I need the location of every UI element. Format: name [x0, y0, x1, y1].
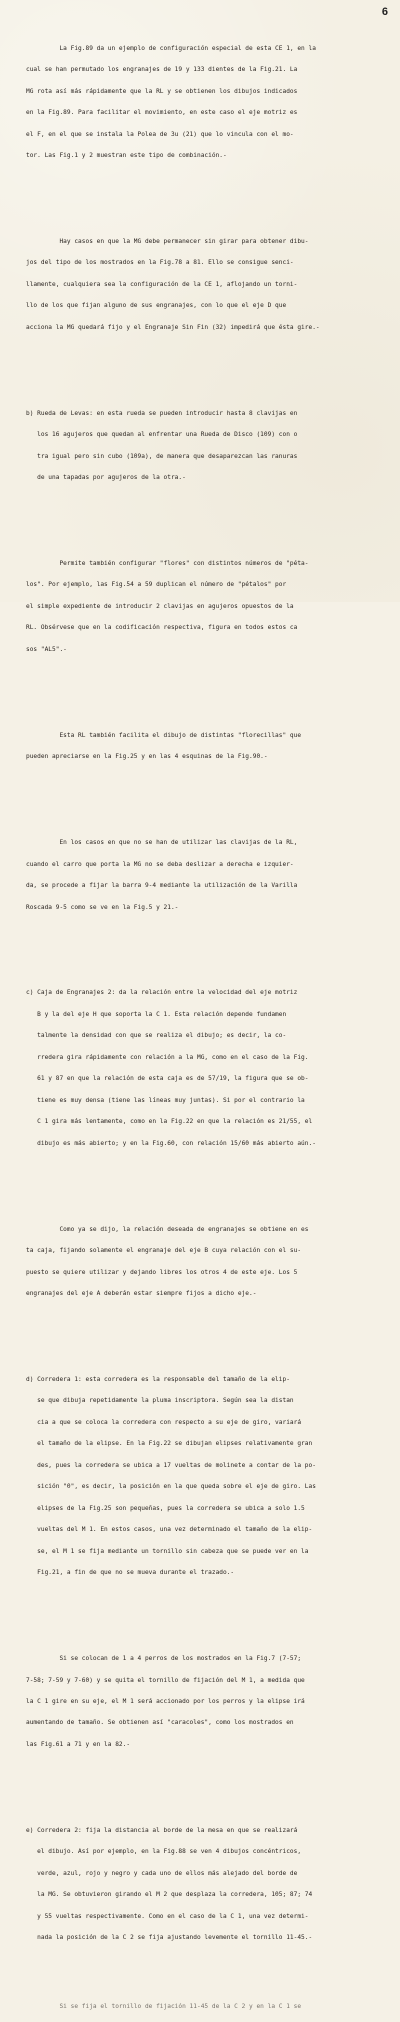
text-line: los". Por ejemplo, las Fig.54 a 59 duplican el número de "pétalos" por — [26, 581, 287, 589]
text-line: dibujo es más abierto; y en la Fig.60, con relación 15/60 más abierto aún.- — [26, 1139, 316, 1147]
text-line: RL. Obsérvese que en la codificación respectiva, figura en todos estos ca — [26, 624, 298, 632]
text-line: el F, en el que se instala la Polea de 3u (21) que lo vincula con el mo- — [26, 130, 294, 138]
page-number: 6 — [381, 6, 388, 18]
text-line: B y la del eje H que soporta la C 1. Esta relación depende fundamen — [26, 1010, 287, 1018]
text-line: engranajes del eje A deberán estar siempre fijos a dicho eje.- — [26, 1290, 257, 1298]
text-line: en la Fig.89. Para facilitar el movimiento, en este caso el eje motriz es — [26, 109, 298, 117]
text-line: 61 y 87 en que la relación de esta caja es de 57/19, la figura que se ob- — [26, 1075, 309, 1083]
text-line: acciona la MG quedará fijo y el Engranaje Sin Fin (32) impedirá que ésta gire.- — [26, 323, 320, 331]
text-line: talmente la densidad con que se realiza el dibujo; es decir, la co- — [26, 1032, 287, 1040]
paragraph-p9 — [26, 1362, 388, 1591]
paragraph-p6 — [26, 825, 388, 925]
text-line: Roscada 9-5 como se ve en la Fig.5 y 21.- — [26, 903, 179, 911]
paragraph-p7 — [26, 975, 388, 1161]
text-line: las Fig.61 a 71 y en la 82.- — [26, 1740, 131, 1748]
paragraph-p3 — [26, 395, 388, 495]
text-line: vueltas del M 1. En estos casos, una vez determinado el tamaño de la elip- — [26, 1526, 313, 1534]
text-line: aumentando de tamaño. Se obtienen así "caracoles", como los mostrados en — [26, 1719, 294, 1727]
text-line: des, pues la corredera se ubica a 17 vueltas de molinete a contar de la po- — [26, 1461, 316, 1469]
text-line: c) Caja de Engranajes 2: da la relación entre la velocidad del eje motriz — [26, 989, 298, 997]
text-line: Fig.21, a fin de que no se mueva durante el trazado.- — [26, 1569, 235, 1577]
text-line: b) Rueda de Levas: en esta rueda se pueden introducir hasta 8 clavijas en — [26, 409, 298, 417]
text-line: MG rota así más rápidamente que la RL y se obtienen los dibujos indicados — [26, 87, 298, 95]
text-line: y 55 vueltas respectivamente. Como en el caso de la C 1, una vez determi- — [26, 1912, 309, 1920]
text-line: pueden apreciarse en la Fig.25 y en las 4 esquinas de la Fig.90.- — [26, 753, 268, 761]
text-line: sición "0", es decir, la posición en la que queda sobre el eje de giro. Las — [26, 1483, 316, 1491]
text-line: Permite también configurar "flores" con distintos números de "péta- — [26, 559, 309, 567]
text-line: jos del tipo de los mostrados en la Fig.78 a 81. Ello se consigue senci- — [26, 259, 294, 267]
paragraph-p1 — [26, 30, 388, 173]
paragraph-p5 — [26, 717, 388, 774]
cut-off-line: Si se fija el tornillo de fijación 11-45 de la C 2 y en la C 1 se — [26, 2002, 302, 2010]
text-line: Esta RL también facilita el dibujo de distintas "florecillas" que — [26, 731, 302, 739]
text-line: el dibujo. Así por ejemplo, en la Fig.88 se ven 4 dibujos concéntricos, — [26, 1848, 302, 1856]
text-line: la MG. Se obtuvieron girando el M 2 que desplaza la corredera, 105; 87; 74 — [26, 1891, 313, 1899]
paragraph-p4 — [26, 546, 388, 668]
text-line: e) Corredera 2: fija la distancia al borde de la mesa en que se realizará — [26, 1826, 298, 1834]
text-line: se, el M 1 se fija mediante un tornillo sin cabeza que se puede ver en la — [26, 1547, 309, 1555]
text-line: los 16 agujeros que quedan al enfrentar una Rueda de Disco (109) con o — [26, 431, 298, 439]
text-line: el simple expediente de introducir 2 clavijas en agujeros opuestos de la — [26, 602, 294, 610]
text-line: cual se han permutado los engranajes de 19 y 133 dientes de la Fig.21. La — [26, 66, 298, 74]
document-body — [26, 16, 388, 2022]
text-line: cia a que se coloca la corredera con respecto a su eje de giro, variará — [26, 1418, 302, 1426]
text-line: tra igual pero sin cubo (109a), de manera que desaparezcan las ranuras — [26, 452, 298, 460]
text-line: nada la posición de la C 2 se fija ajustando levemente el tornillo 11-45.- — [26, 1934, 313, 1942]
text-line: Si se colocan de 1 a 4 perros de los mostrados en la Fig.7 (7-57; — [26, 1655, 302, 1663]
paragraph-p8 — [26, 1211, 388, 1311]
text-line: puesto se quiere utilizar y dejando libres los otros 4 de este eje. Los 5 — [26, 1268, 298, 1276]
text-line: 7-58; 7-59 y 7-60) y se quita el tornillo de fijación del M 1, a medida que — [26, 1676, 305, 1684]
text-line: Como ya se dijo, la relación deseada de engranajes se obtiene en es — [26, 1225, 309, 1233]
text-line: la C 1 gire en su eje, el M 1 será accionado por los perros y la elipse irá — [26, 1698, 305, 1705]
text-line: d) Corredera 1: esta corredera es la responsable del tamaño de la elip- — [26, 1375, 290, 1383]
paragraph-p2 — [26, 224, 388, 346]
text-line: llo de los que fijan alguno de sus engranajes, con lo que el eje D que — [26, 302, 287, 310]
text-line: ta caja, fijando solamente el engranaje del eje B cuya relación con el su- — [26, 1247, 302, 1255]
text-line: se que dibuja repetidamente la pluma inscriptora. Según sea la distan — [26, 1397, 294, 1405]
text-line: La Fig.89 da un ejemplo de configuración especial de esta CE 1, en la — [26, 44, 316, 52]
text-line: verde, azul, rojo y negro y cada uno de ellos más alejado del borde de — [26, 1869, 298, 1877]
text-line: sos "AL5".- — [26, 645, 67, 653]
text-line: tor. Las Fig.1 y 2 muestran este tipo de combinación.- — [26, 151, 227, 159]
text-line: rredera gira rápidamente con relación a la MG, como en el caso de la Fig. — [26, 1053, 309, 1061]
text-line: el tamaño de la elipse. En la Fig.22 se dibujan elipses relativamente gran — [26, 1440, 313, 1448]
paragraph-p11 — [26, 1813, 388, 1956]
text-line: C 1 gira más lentamente, como en la Fig.22 en que la relación es 21/55, el — [26, 1118, 313, 1126]
text-line: tiene es muy densa (tiene las líneas muy juntas). Si por el contrario la — [26, 1096, 305, 1104]
text-line: da, se procede a fijar la barra 9-4 mediante la utilización de la Varilla — [26, 882, 298, 890]
text-line: elipses de la Fig.25 son pequeñas, pues la corredera se ubica a solo 1.5 — [26, 1504, 305, 1512]
text-line: cuando el carro que porta la MG no se deba deslizar a derecha e izquier- — [26, 860, 294, 868]
text-line: llamente, cualquiera sea la configuración de la CE 1, aflojando un torni- — [26, 280, 298, 288]
text-line: En los casos en que no se han de utilizar las clavijas de la RL, — [26, 839, 298, 847]
text-line: de una tapadas por agujeros de la otra.- — [26, 474, 186, 482]
paragraph-p10 — [26, 1641, 388, 1763]
text-line: Hay casos en que la MG debe permanecer sin girar para obtener dibu- — [26, 237, 309, 245]
